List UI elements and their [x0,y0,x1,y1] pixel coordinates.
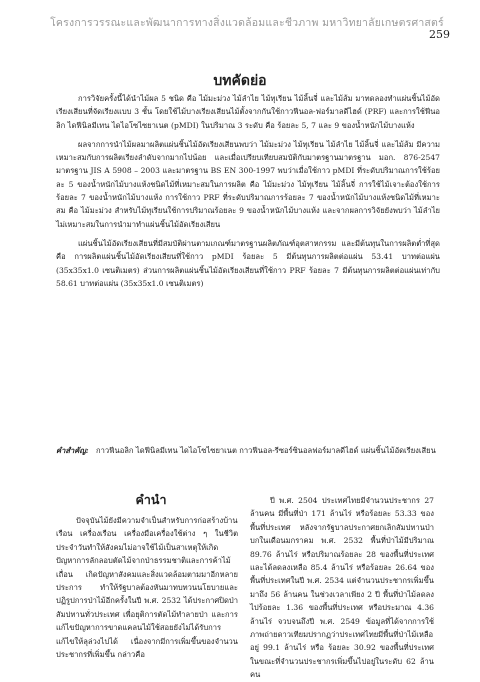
introduction-left-column [56,514,238,661]
keywords [56,444,440,457]
introduction-right-column [250,494,434,682]
introduction-paragraph-left: ปัจจุบันไม้ยังมีความจำเป็นสำหรับการก่อสร้างบ้านเรือน เครื่องเรือน เครื่องมือเครื่องใช้ต่าง ๆ ในชีวิตประจำวันทำให้สังคมไม่อาจใช้ไม้เป็นสาเหตุให้เกิดปัญหาการลักลอบตัดไม้จากป่าธรรมชาติและการค้าไม้เถื่อน เกิดปัญหาสังคมและสิ่งแวดล้อมตามมาอีกหลายประการ ทำให้รัฐบาลต้องหันมาทบทวนนโยบายและปฏิรูปการป่าไม้อีกครั้งในปี พ.ศ. 2532 ได้ประกาศปิดป่าสัมปทานทั่วประเทศ เพื่อยุติการตัดไม้ทำลายป่า และการแก้ไขปัญหาการขาดแคลนไม้ใช้สอยยังไม่ได้รับการแก้ไขให้ลุล่วงไปได้ เนื่องจากมีการเพิ่มขึ้นของจำนวนประชากรที่เพิ่มขึ้น กล่าวคือ [56,516,238,660]
running-head: โครงการวรรณะและพัฒนาการทางสิ่งแวดล้อมและชีวภาพ มหาวิทยาลัยเกษตรศาสตร์ [50,17,444,29]
abstract-paragraph-3: แผ่นชิ้นไม้อัดเรียงเสียนที่มีสมบัติผ่านตามเกณฑ์มาตรฐานผลิตภัณฑ์อุตสาหกรรม และมีต้นทุนในการผลิตต่ำที่สุด คือ การผลิตแผ่นชิ้นไม้อัดเรียงเสียนที่ใช้กาว pMDI ร้อยละ 5 มีต้นทุนการผลิตต่อแผ่น 53.41 บาทต่อแผ่น (35x35x1.0 เซนติเมตร) ส่วนการผลิตแผ่นชิ้นไม้อัดเรียงเสียนที่ใช้กาว PRF ร้อยละ 7 มีต้นทุนการผลิตต่อแผ่นเท่ากับ 58.61 บาทต่อแผ่น (35x35x1.0 เซนติเมตร) [56,238,440,288]
abstract-paragraph-2: ผลจากการนำไม้ผลมาผลิตแผ่นชิ้นไม้อัดเรียงเสียนพบว่า ไม้มะม่วง ไม้ทุเรียน ไม้ลำไย ไม้ลิ้นจี่ และไม้ส้ม มีความเหมาะสมกับการผลิตเรียงลำดับจากมากไปน้อย และเมื่อเปรียบเทียบสมบัติกับมาตรฐานมาตรฐาน มอก. 876-2547 มาตรฐาน JIS A 5908 – 2003 และมาตรฐาน BS EN 300-1997 พบว่าเมื่อใช้กาว pMDI ที่ระดับปริมาณการใช้ร้อยละ 5 ของน้ำหนักไม้บางแห้งชนิดไม้ที่เหมาะสมในการผลิต คือ ไม้มะม่วง ไม้ทุเรียน ไม้ลิ้นจี่ การใช้ไม้เจาะต้องใช้การร้อยละ 7 ของน้ำหนักไม้บางแห้ง การใช้กาว PRF ที่ระดับปริมาณการร้อยละ 7 ของน้ำหนักไม้บางแห้งชนิดไม้ที่เหมาะสม คือ ไม้มะม่วง สำหรับไม้ทุเรียนใช้การปริมาณร้อยละ 9 ของน้ำหนักไม้บางแห้ง และจากผลการวิจัยยังพบว่า ไม้ลำไยไม่เหมาะสมในการนำมาทำแผ่นชิ้นไม้อัดเรียงเสียน [56,139,440,229]
abstract-paragraph-1: การวิจัยครั้งนี้ได้นำไม้ผล 5 ชนิด คือ ไม้มะม่วง ไม้ลำไย ไม้ทุเรียน ไม้ลิ้นจี่ และไม้ส้ม มาทดลองทำแผ่นชิ้นไม้อัดเรียงเสียนที่จัดเรียงแบบ 3 ชั้น โดยใช้ไม้บางเรียงเสียนไม้ตั้งจากกันใช้กาวฟีนอล-ฟอร์มาลดีไฮด์ (PRF) และการใช้ฟีนอลิก ไดฟีนิลมีเทน ไดไอโซไซยาเนต (pMDI) ในปริมาณ 3 ระดับ คือ ร้อยละ 5, 7 และ 9 ของน้ำหนักไม้บางแห้ง [56,94,440,130]
abstract-body [56,92,440,290]
introduction-title: คำนำ [135,492,167,507]
keywords-label: คำสำคัญ: [56,446,89,455]
keywords-text: กาวฟีนอลิก ไดฟีนิลมีเทน ไดไอโซไซยาเนต กาวฟีนอล-รีซอร์ซินอลฟอร์มาลดีไฮด์ แผ่นชิ้นไม้อัดเรียงเสียน [96,446,436,455]
page-number: 259 [429,28,450,41]
introduction-paragraph-right: ปี พ.ศ. 2504 ประเทศไทยมีจำนวนประชากร 27 ล้านคน มีพื้นที่ป่า 171 ล้านไร่ หรือร้อยละ 53.33 ของพื้นที่ประเทศ หลังจากรัฐบาลประกาศยกเลิกสัมปทานป่าบกในเดือนมกราคม พ.ศ. 2532 พื้นที่ป่าไม้มีปริมาณ 89.76 ล้านไร่ หรือปริมาณร้อยละ 28 ของพื้นที่ประเทศ และได้ลดลงเหลือ 85.4 ล้านไร่ หรือร้อยละ 26.64 ของพื้นที่ประเทศในปี พ.ศ. 2534 แต่จำนวนประชากรเพิ่มขึ้นมาถึง 56 ล้านคน ในช่วงเวลาเพียง 2 ปี พื้นที่ป่าไม้ลดลงไปร้อยละ 1.36 ของพื้นที่ประเทศ หรือประมาณ 4.36 ล้านไร่ จวบจนถึงปี พ.ศ. 2549 ข้อมูลที่ได้จากการใช้ภาพถ่ายดาวเทียมปรากฏว่าประเทศไทยมีพื้นที่ป่าไม้เหลืออยู่ 99.1 ล้านไร่ หรือ ร้อยละ 30.92 ของพื้นที่ประเทศ ในขณะที่จำนวนประชากรเพิ่มขึ้นไปอยู่ในระดับ 62 ล้านคน [250,496,434,680]
abstract-title: บทคัดย่อ [213,73,267,89]
